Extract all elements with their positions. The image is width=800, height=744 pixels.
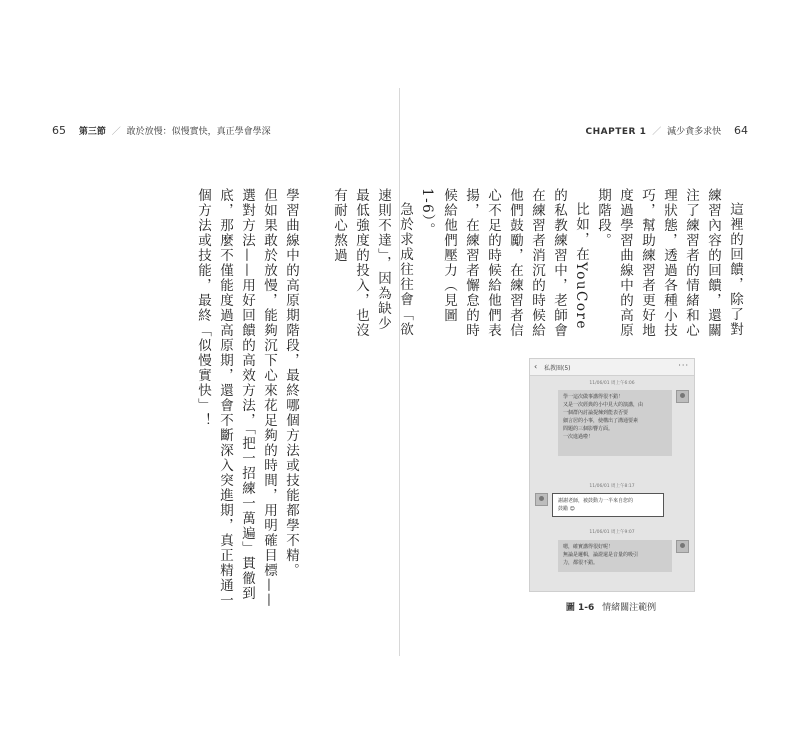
chat-message-3 [558, 540, 672, 572]
msg1-line: 一個群內討論提煉到能表否要 [563, 410, 629, 416]
left-section-title: 敢於放慢：似慢實快，真正學會學深 [126, 127, 271, 137]
right-paragraph-1: 這裡的回饋，除了對練習內容的回饋，還關注了練習者的情緒和心理狀態，透過各種小技巧，幫助練習者更好地度過學習曲線中的高原期階段。 [595, 188, 743, 338]
chat-message-1 [558, 390, 672, 456]
msg2-line: 鼓勵 😊 [558, 506, 575, 512]
right-chapter-label: CHAPTER 1 [585, 127, 647, 137]
right-page [331, 0, 800, 744]
right-body-text [328, 188, 746, 338]
msg2-line: 謝謝老師，被鼓動力一半來自您的 [558, 498, 634, 504]
more-options-icon: ··· [678, 361, 689, 370]
chat-timestamp-3: 11/06/01 周上午9:07 [589, 530, 635, 535]
msg3-line: 力，都很不錯。 [563, 560, 599, 566]
chat-screenshot-figure [529, 358, 695, 592]
student-avatar-icon [535, 493, 548, 506]
right-paragraph-3: 急於求成往往會「欲速則不達」，因為缺少最低強度的投入，也沒有耐心熬過 [331, 188, 413, 338]
chat-timestamp-1: 11/06/01 周上午6:06 [589, 381, 635, 386]
left-paragraph-1: 學習曲線中的高原期階段，最終哪個方法或技能都學不精。 [283, 188, 299, 578]
left-running-header [52, 124, 271, 137]
left-chapter-label: 第三節 [78, 127, 106, 137]
right-section-title: 減少貪多求快 [667, 127, 722, 137]
msg3-line: 嗯，確實講得很好呢！ [563, 544, 614, 550]
book-gutter [399, 88, 400, 656]
right-page-number: 64 [734, 124, 748, 137]
teacher-avatar-icon [676, 540, 689, 553]
msg1-line: 問題的三個影響方面。 [563, 426, 614, 432]
msg1-line: 細言居的小事，使構出了溝通要素 [563, 418, 639, 424]
left-paragraph-2: 但如果敢於放慢，能夠沉下心來花足夠的時間，用明確目標——選對方法——用好回饋的高效方法，「把一招練一萬遍」貫徹到底，那麼不僅能度過高原期，還會不斷深入突進期，真正精通一個方法或技能，最終「似慢實快」！ [195, 188, 277, 608]
right-header-separator: ／ [652, 127, 662, 137]
chat-header-bar [530, 359, 694, 376]
figure-number: 圖 1-6 [565, 603, 595, 613]
msg1-line: 又是一次經典的小中見大的演講，由 [563, 402, 644, 408]
left-page-number: 65 [52, 124, 66, 137]
msg1-line: 一次進過啦！ [563, 434, 594, 440]
figure-caption-text: 情緒關注範例 [602, 603, 657, 613]
chat-message-2 [552, 493, 664, 517]
teacher-avatar-icon [676, 390, 689, 403]
msg1-line: 學一這次做事講得很不錯！ [563, 394, 624, 400]
back-arrow-icon: ‹ [534, 362, 538, 371]
left-body-text [192, 188, 302, 613]
left-header-separator: ／ [111, 127, 121, 137]
right-running-header [586, 124, 748, 137]
chat-title: 私教圈(5) [544, 365, 571, 372]
chat-timestamp-2: 11/06/01 周上午8:17 [589, 484, 635, 489]
right-paragraph-2: 比如，在YouCore的私教練習中，老師會在練習者消沉的時候給他們鼓勵，在練習者信心不足的時候給他們表揚，在練習者懈怠的時候給他們壓力（見圖1-6）。 [419, 188, 589, 338]
msg3-line: 無論是邏輯，論證還是音量的吸引 [563, 552, 639, 558]
figure-caption [529, 600, 693, 613]
